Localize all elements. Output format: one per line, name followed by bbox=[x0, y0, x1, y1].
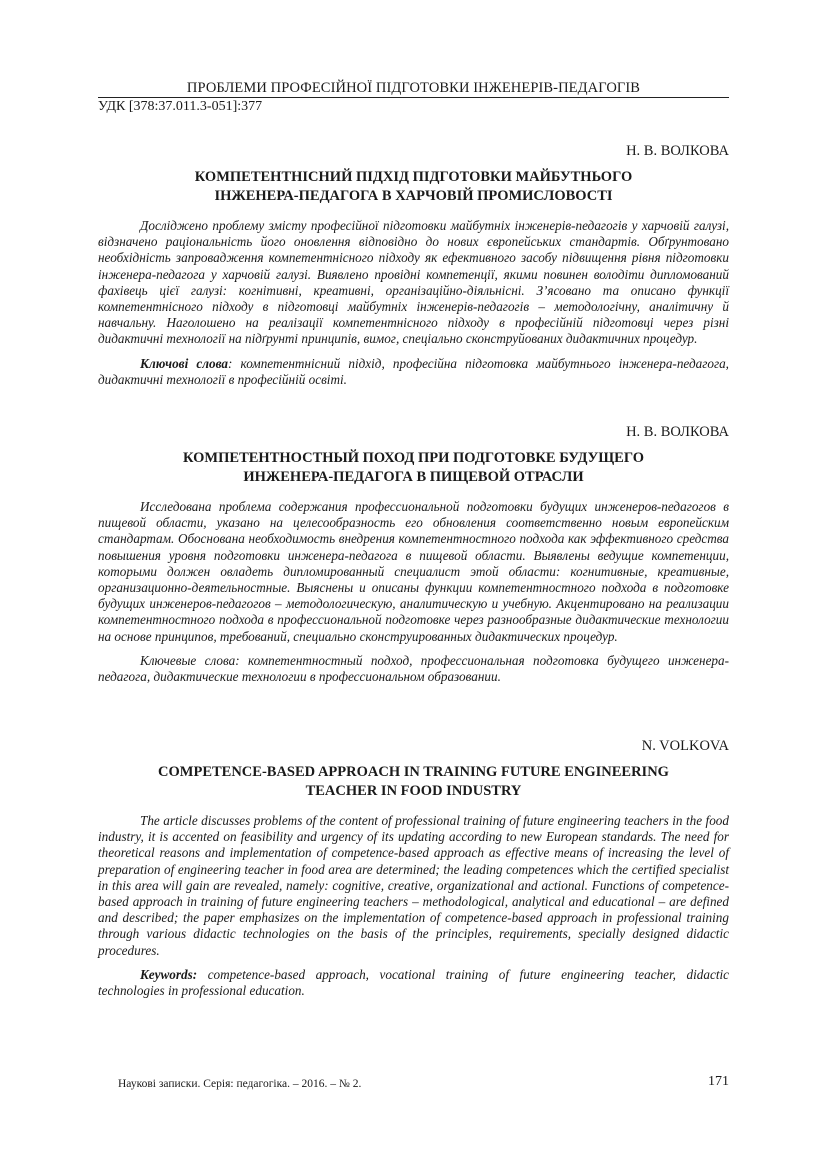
keywords-english bbox=[98, 967, 729, 999]
running-title: ПРОБЛЕМИ ПРОФЕСІЙНОЇ ПІДГОТОВКИ ІНЖЕНЕРІВ-ПЕДАГОГІВ bbox=[186, 80, 641, 96]
section-russian bbox=[98, 424, 729, 685]
keywords-label: Ключові слова bbox=[140, 355, 228, 371]
abstract-english: The article discusses problems of the content of professional training of future engineering teachers in the food industry, it is accented on feasibility and urgency of its updating according to new European standards. The need for theoretical reasons and implementation of competence-based approach as effective means of increasing the level of preparation of engineering teacher in food area are determined; the leading competences which the certified specialist in this area will gain are revealed, namely: cognitive, creative, organizational and actional. Functions of competence-based approach in training of future engineering teachers – methodological, analytical and educational – are defined and described; the paper emphasizes on the implementation of competence-based approach in professional training through various didactic technologies on the basis of the principles, requirements, specially designed didactic procedures. bbox=[98, 813, 729, 958]
keywords-ukrainian bbox=[98, 356, 729, 388]
title-english bbox=[98, 763, 729, 801]
abstract-russian: Исследована проблема содержания профессиональной подготовки будущих инженеров-педагогов в пищевой области, указано на целесообразность его обновления соответственно новым европейским стандартам. Обоснована необходимость внедрения компетентностного подхода как эффективного средства повышения уровня подготовки инженера-педагога в пищевой области. Выявлены ведущие компетенции, которыми должен овладеть дипломированный специалист этой области: когнитивные, креативные, организационно-деятельностные. Выяснены и описаны функции компетентностного подхода в подготовке будущих инженеров-педагогов – методологическую, аналитическую и учебную. Акцентировано на реализации компетентностного подхода в профессиональной подготовке через разнообразные дидактические технологии на основе принципов, требований, специально сконструированных дидактических процедур. bbox=[98, 499, 729, 644]
udc-code: УДК [378:37.011.3-051]:377 bbox=[98, 99, 263, 114]
author-russian: Н. В. ВОЛКОВА bbox=[626, 424, 729, 440]
title-line-2: ІНЖЕНЕРА-ПЕДАГОГА В ХАРЧОВІЙ ПРОМИСЛОВОСТІ bbox=[214, 188, 613, 204]
author-english: N. VOLKOVA bbox=[641, 738, 729, 754]
author-ukrainian: Н. В. ВОЛКОВА bbox=[626, 143, 729, 159]
title-line-2: ИНЖЕНЕРА-ПЕДАГОГА В ПИЩЕВОЙ ОТРАСЛИ bbox=[243, 469, 584, 485]
title-line-1: КОМПЕТЕНТНІСНИЙ ПІДХІД ПІДГОТОВКИ МАЙБУТНЬОГО bbox=[194, 169, 633, 185]
keywords-russian: Ключевые слова: компетентностный подход, профессиональная подготовка будущего инженера-педагога, дидактические технологии в профессиональном образовании. bbox=[98, 652, 729, 685]
title-line-1: КОМПЕТЕНТНОСТНЫЙ ПОХОД ПРИ ПОДГОТОВКЕ БУДУЩЕГО bbox=[183, 450, 644, 466]
title-line-1: COMPETENCE-BASED APPROACH IN TRAINING FUTURE ENGINEERING bbox=[158, 764, 669, 780]
abstract-ukrainian: Досліджено проблему змісту професійної підготовки майбутніх інженерів-педагогів у харчовій галузі, відзначено раціональність його оновлення відповідно до нових європейських стандартів. Обґрунтовано необхідність запровадження компетентнісного підходу як ефективного засобу підвищення рівня підготовки інженера-педагога у харчовій галузі. Виявлено провідні компетенції, якими повинен володіти дипломований фахівець цієї галузі: когнітивні, креативні, організаційно-діяльнісні. З’ясовано та описано функції компетентнісного підходу в підготовці майбутніх інженерів-педагогів – методологічну, аналітичну й навчальну. Наголошено на реалізації компетентнісного підходу в професійній підготовці через різні дидактичні технології на підґрунті принципів, вимог, спеціально сконструйованих дидактичних процедур. bbox=[98, 218, 729, 347]
title-line-2: TEACHER IN FOOD INDUSTRY bbox=[305, 783, 522, 799]
header-rule bbox=[98, 97, 729, 98]
section-english bbox=[98, 738, 729, 999]
title-russian bbox=[98, 449, 729, 487]
keywords-text: competence-based approach, vocational training of future engineering teacher, didactic technologies in professional education. bbox=[98, 966, 729, 999]
title-ukrainian bbox=[98, 168, 729, 206]
journal-footer: Наукові записки. Серія: педагогіка. – 2016. – № 2. bbox=[118, 1078, 362, 1090]
section-ukrainian bbox=[98, 143, 729, 388]
page-number: 171 bbox=[708, 1074, 729, 1089]
keywords-label: Keywords: bbox=[140, 966, 198, 982]
keywords-text: : компетентнісний підхід, професійна підготовка майбутнього інженера-педагога, дидактичні технології в професійній освіті. bbox=[98, 355, 729, 387]
